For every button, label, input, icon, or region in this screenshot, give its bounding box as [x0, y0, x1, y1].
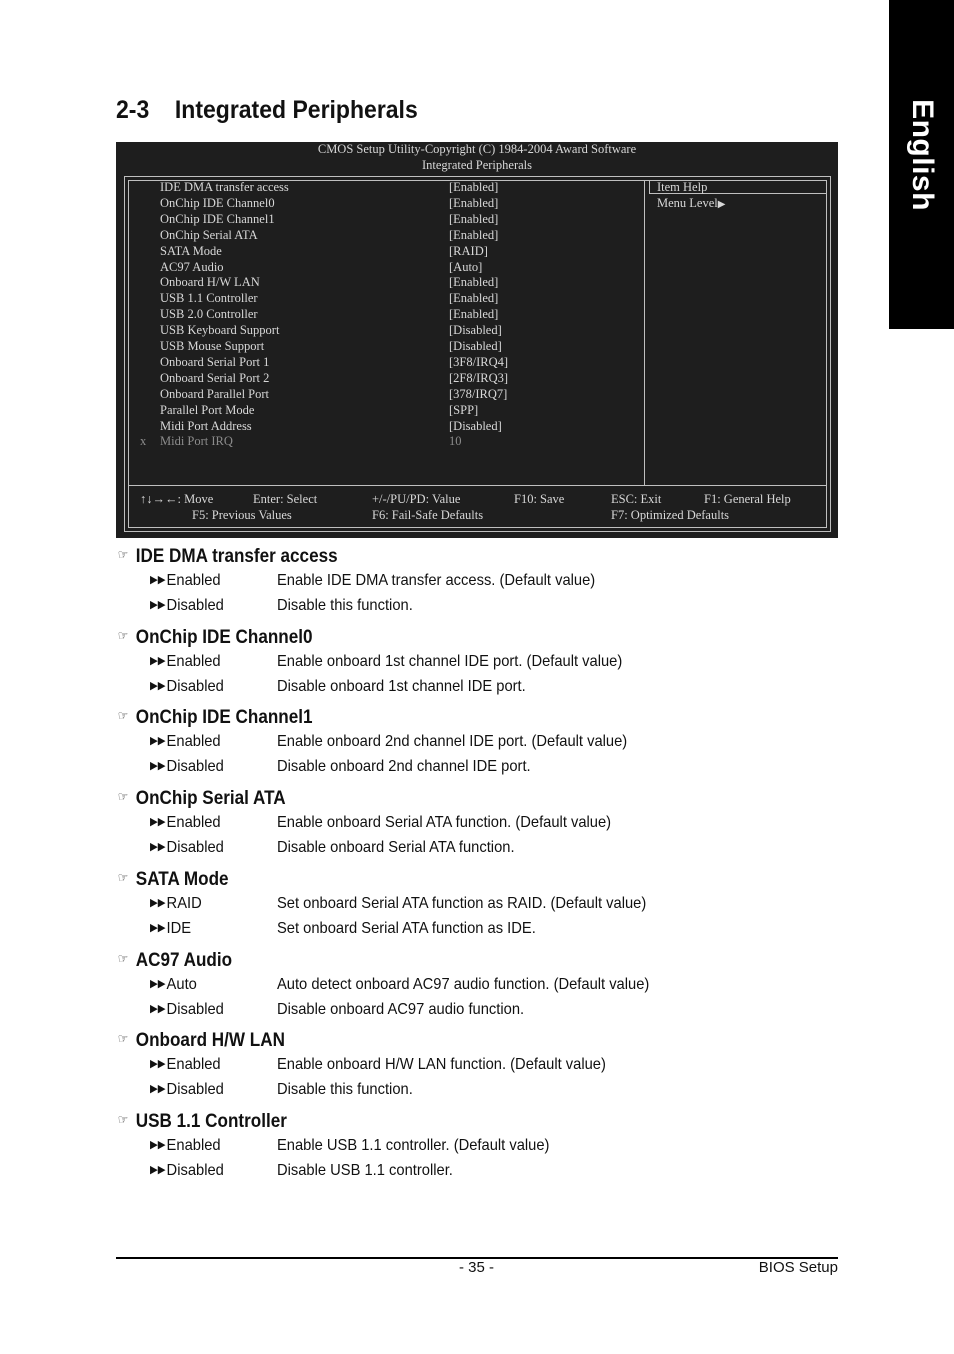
double-arrow-icon: ▶▶ [150, 1164, 166, 1176]
section-heading-text: AC97 Audio [135, 950, 233, 971]
option-item [150, 597, 413, 615]
setting-value: [Enabled] [449, 307, 499, 322]
option-name: RAID [166, 895, 202, 912]
section-heading [116, 707, 313, 729]
setting-value: [Enabled] [449, 227, 499, 242]
section-heading [116, 1030, 285, 1052]
menu-level-label: Menu Level [657, 196, 718, 210]
option-item [150, 839, 515, 857]
setting-name: USB 2.0 Controller [160, 307, 258, 322]
option-item [150, 1137, 549, 1155]
option-description: Disable onboard 2nd channel IDE port. [276, 758, 531, 775]
bios-setting-row[interactable] [116, 260, 644, 276]
bios-screen [116, 142, 838, 538]
setting-name: IDE DMA transfer access [160, 180, 289, 194]
setting-name: OnChip Serial ATA [160, 227, 258, 242]
section-heading-text: OnChip IDE Channel1 [135, 707, 313, 728]
section-heading-text: SATA Mode [135, 869, 229, 890]
double-arrow-icon: ▶▶ [150, 841, 166, 853]
option-name: Enabled [166, 814, 221, 831]
option-description: Set onboard Serial ATA function as RAID. (Default value) [276, 895, 647, 912]
option-description: Disable this function. [276, 597, 413, 614]
triangle-right-icon: ▶ [717, 199, 726, 210]
double-arrow-icon: ▶▶ [150, 1083, 166, 1095]
section-heading [116, 627, 313, 649]
option-description: Enable USB 1.1 controller. (Default value) [276, 1137, 550, 1154]
pointing-hand-icon: ☞ [117, 870, 129, 885]
setting-value: [Auto] [449, 259, 483, 274]
setting-value: [2F8/IRQ3] [449, 370, 509, 385]
option-name: Enabled [166, 1137, 221, 1154]
option-name: Enabled [166, 1056, 221, 1073]
footer-move: ↑↓→←: Move [140, 492, 214, 506]
pointing-hand-icon: ☞ [117, 708, 129, 723]
bios-header-copyright: CMOS Setup Utility-Copyright (C) 1984-2004 Award Software [317, 142, 637, 156]
setting-name: OnChip IDE Channel0 [160, 195, 275, 210]
double-arrow-icon: ▶▶ [150, 735, 166, 747]
bios-setting-row[interactable] [116, 323, 644, 339]
footer-f1: F1: General Help [704, 492, 791, 506]
option-description: Set onboard Serial ATA function as IDE. [276, 920, 536, 937]
double-arrow-icon: ▶▶ [150, 599, 166, 611]
pointing-hand-icon: ☞ [117, 547, 129, 562]
setting-name: OnChip IDE Channel1 [160, 211, 275, 226]
option-name: Disabled [166, 678, 224, 695]
pointing-hand-icon: ☞ [117, 951, 129, 966]
disabled-mark: x [140, 434, 147, 449]
setting-value: [Enabled] [449, 275, 499, 290]
option-description: Enable onboard 1st channel IDE port. (Default value) [276, 653, 623, 670]
double-arrow-icon: ▶▶ [150, 1058, 166, 1070]
setting-value: [3F8/IRQ4] [449, 354, 509, 369]
bios-setting-row[interactable] [116, 275, 644, 291]
bios-setting-row[interactable] [116, 339, 644, 355]
bios-setting-row[interactable] [116, 371, 644, 387]
bios-setting-row[interactable] [116, 196, 644, 212]
setting-value: [Disabled] [449, 323, 502, 338]
section-title: Integrated Peripherals [174, 96, 418, 124]
page-number: - 35 - [459, 1259, 495, 1276]
option-item [150, 814, 611, 832]
bios-setting-row[interactable] [116, 355, 644, 371]
section-heading-text: OnChip IDE Channel0 [135, 627, 313, 648]
section-heading-text: Onboard H/W LAN [135, 1030, 285, 1051]
bios-divider-horizontal [128, 485, 826, 486]
double-arrow-icon: ▶▶ [150, 760, 166, 772]
setting-name: USB Mouse Support [160, 339, 265, 353]
section-heading [116, 546, 338, 568]
pointing-hand-icon: ☞ [117, 1031, 129, 1046]
bios-setting-row[interactable] [116, 307, 644, 323]
bios-setting-row[interactable] [116, 212, 644, 228]
option-name: IDE [166, 920, 192, 937]
pointing-hand-icon: ☞ [117, 789, 129, 804]
bios-setting-row[interactable] [116, 244, 644, 260]
double-arrow-icon: ▶▶ [150, 680, 166, 692]
footer-enter: Enter: Select [253, 492, 318, 506]
pointing-hand-icon: ☞ [117, 1112, 129, 1127]
section-heading [116, 950, 232, 972]
option-item [150, 895, 646, 913]
option-item [150, 572, 595, 590]
option-name: Enabled [166, 733, 221, 750]
option-name: Disabled [166, 1081, 224, 1098]
section-heading [116, 869, 229, 891]
setting-name: SATA Mode [160, 243, 222, 258]
footer-f5: F5: Previous Values [192, 508, 292, 522]
setting-value: [Enabled] [449, 195, 499, 210]
setting-name: Midi Port Address [160, 418, 252, 433]
option-item [150, 1001, 524, 1019]
bios-setting-row[interactable] [116, 291, 644, 307]
option-name: Disabled [166, 1162, 224, 1179]
setting-name: Parallel Port Mode [160, 402, 255, 417]
setting-name: AC97 Audio [160, 259, 224, 274]
setting-value: [Enabled] [449, 211, 499, 226]
option-item [150, 733, 627, 751]
bios-divider-vertical [644, 180, 645, 486]
setting-name: Midi Port IRQ [160, 434, 233, 449]
option-name: Auto [166, 976, 197, 993]
option-item [150, 920, 536, 938]
footer-f7: F7: Optimized Defaults [611, 508, 730, 522]
double-arrow-icon: ▶▶ [150, 1003, 166, 1015]
option-description: Disable USB 1.1 controller. [276, 1162, 453, 1179]
option-description: Enable onboard 2nd channel IDE port. (Default value) [276, 733, 628, 750]
footer-value: +/-/PU/PD: Value [372, 492, 461, 506]
footer-f10: F10: Save [514, 492, 565, 506]
option-item [150, 976, 649, 994]
setting-value: [RAID] [449, 243, 488, 258]
double-arrow-icon: ▶▶ [150, 574, 166, 586]
section-heading-text: OnChip Serial ATA [135, 788, 286, 809]
setting-value: [Disabled] [449, 418, 502, 433]
footer-esc: ESC: Exit [611, 492, 662, 506]
setting-value: [SPP] [449, 402, 479, 417]
setting-name: Onboard Parallel Port [160, 386, 270, 401]
option-description: Auto detect onboard AC97 audio function. (Default value) [276, 976, 650, 993]
setting-value: [Enabled] [449, 180, 499, 194]
bios-header-page: Integrated Peripherals [421, 158, 533, 172]
option-item [150, 758, 531, 776]
double-arrow-icon: ▶▶ [150, 655, 166, 667]
bios-setting-row[interactable] [116, 403, 644, 419]
option-item [150, 1081, 413, 1099]
option-item [150, 678, 526, 696]
bios-setting-row[interactable] [116, 387, 644, 403]
footer-f6: F6: Fail-Safe Defaults [372, 508, 484, 522]
option-name: Disabled [166, 597, 224, 614]
double-arrow-icon: ▶▶ [150, 978, 166, 990]
double-arrow-icon: ▶▶ [150, 816, 166, 828]
option-item [150, 1162, 453, 1180]
page-title [116, 96, 418, 125]
option-description: Enable onboard Serial ATA function. (Default value) [276, 814, 612, 831]
setting-name: USB 1.1 Controller [160, 291, 258, 306]
bios-setting-row[interactable] [116, 180, 644, 196]
setting-name: Onboard Serial Port 1 [160, 354, 270, 369]
language-tab [889, 0, 954, 329]
setting-name: Onboard H/W LAN [160, 275, 260, 290]
pointing-hand-icon: ☞ [117, 628, 129, 643]
option-name: Enabled [166, 653, 221, 670]
language-tab-label: English [905, 99, 939, 211]
bios-setting-row[interactable] [116, 228, 644, 244]
setting-name: Onboard Serial Port 2 [160, 370, 270, 385]
section-heading [116, 1111, 287, 1133]
option-item [150, 653, 622, 671]
setting-value: [Disabled] [449, 339, 502, 353]
section-heading [116, 788, 286, 810]
option-item [150, 1056, 606, 1074]
option-description: Enable onboard H/W LAN function. (Default value) [276, 1056, 606, 1073]
setting-value: [Enabled] [449, 291, 499, 306]
option-description: Disable onboard Serial ATA function. [276, 839, 515, 856]
option-description: Disable onboard 1st channel IDE port. [276, 678, 526, 695]
option-description: Disable this function. [276, 1081, 413, 1098]
section-heading-text: USB 1.1 Controller [135, 1111, 287, 1132]
bios-setting-row [116, 434, 644, 450]
double-arrow-icon: ▶▶ [150, 1139, 166, 1151]
footer-chapter: BIOS Setup [758, 1259, 838, 1276]
option-name: Enabled [166, 572, 221, 589]
setting-value: [378/IRQ7] [449, 386, 508, 401]
setting-name: USB Keyboard Support [160, 323, 280, 338]
menu-level [657, 196, 725, 211]
option-name: Disabled [166, 1001, 224, 1018]
item-help-title: Item Help [657, 180, 708, 194]
setting-value: 10 [449, 434, 462, 449]
double-arrow-icon: ▶▶ [150, 897, 166, 909]
bios-setting-row[interactable] [116, 419, 644, 435]
section-number: 2-3 [116, 96, 150, 124]
option-name: Disabled [166, 758, 224, 775]
option-name: Disabled [166, 839, 224, 856]
option-description: Enable IDE DMA transfer access. (Default value) [276, 572, 596, 589]
section-heading-text: IDE DMA transfer access [135, 546, 338, 567]
option-description: Disable onboard AC97 audio function. [276, 1001, 525, 1018]
double-arrow-icon: ▶▶ [150, 922, 166, 934]
